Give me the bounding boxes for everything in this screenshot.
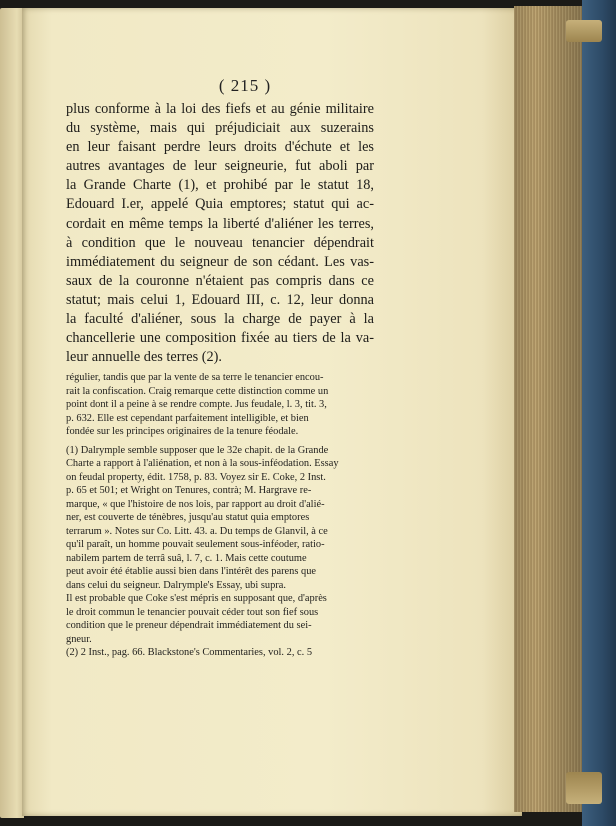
text-line: à condition que le nouveau tenancier dépendrait — [66, 234, 374, 251]
footnote-line: gneur. — [66, 633, 92, 645]
footnote-line: Charte a rapport à l'aliénation, et non à la sous-inféodation. Essay — [66, 458, 339, 469]
text-line: chancellerie une composition fixée au tiers de la va- — [66, 330, 374, 347]
footnote-line: p. 65 et 501; et Wright on Tenures, contrà; M. Hargrave re- — [66, 485, 312, 496]
text-line: du système, mais qui préjudiciait aux suzerains — [66, 120, 374, 137]
headband — [566, 20, 602, 42]
text-line: leur annuelle des terres (2). — [66, 349, 223, 366]
footnote-line: Il est probable que Coke s'est mépris en supposant que, d'après — [66, 593, 327, 604]
text-line: la Grande Charte (1), et prohibé par le statut 18, — [66, 177, 374, 194]
footnote-line: peut avoir été établie aussi bien dans l'intérêt des parens que — [66, 566, 317, 577]
text-line: immédiatement du seigneur de son cédant. Les vas- — [66, 253, 374, 270]
facing-page-edge — [0, 8, 24, 818]
page-block-shadow — [514, 6, 584, 812]
footnote-line: (2) 2 Inst., pag. 66. Blackstone's Commentaries, vol. 2, c. 5 — [66, 647, 313, 658]
text-line: Edouard I.er, appelé Quia emptores; statut qui ac- — [66, 196, 374, 213]
text-line: la faculté d'aliéner, sous la charge de payer à la — [66, 311, 374, 328]
footnote-line: le droit commun le tenancier pouvait céder tout son fief sous — [66, 606, 319, 618]
footnote-line: condition que le preneur dépendrait immédiatement du sei- — [66, 620, 312, 631]
text-line: plus conforme à la loi des fiefs et au génie militaire — [66, 101, 374, 117]
footnote-line: terrarum ». Notes sur Co. Litt. 43. a. Du temps de Glanvil, à ce — [66, 525, 328, 537]
footnote-line: p. 632. Elle est cependant parfaitement intelligible, et bien — [66, 412, 309, 424]
footnote-line: on feudal property, édit. 1758, p. 83. Voyez sir E. Coke, 2 Inst. — [66, 471, 326, 483]
footnote-line: dans celui du seigneur. Dalrymple's Essay, ubi supra. — [66, 579, 286, 591]
page-number: ( 215 ) — [218, 76, 272, 95]
footnotes — [66, 371, 372, 660]
footnote-line: rait la confiscation. Craig remarque cette distinction comme un — [66, 385, 329, 397]
footnote-line: qu'il paraît, un homme pouvait seulement sous-inféoder, ratio- — [66, 539, 325, 550]
tailband — [566, 772, 602, 804]
text-line: saux de la couronne n'étaient pas compris dans ce — [66, 272, 374, 289]
footnote-line: (1) Dalrymple semble supposer que le 32e chapit. de la Grande — [66, 444, 329, 456]
footnote-line: ner, est couverte de ténèbres, jusqu'au statut quia emptores — [66, 512, 310, 523]
footnote-line: régulier, tandis que par la vente de sa terre le tenancier encou- — [66, 372, 324, 383]
footnote-line: point dont il a peine à se rendre compte. Jus feudale, l. 3, tit. 3, — [66, 399, 327, 410]
text-line: statut; mais celui 1, Edouard III, c. 12, leur donna — [66, 291, 374, 308]
main-text — [66, 100, 374, 367]
text-line: autres avantages de leur seigneurie, fut aboli par — [66, 158, 374, 175]
text-line: en leur faisant perdre leurs droits d'échute et les — [66, 139, 374, 156]
book-cover — [582, 0, 616, 826]
footnote-line: fondée sur les principes originaires de la tenure féodale. — [66, 426, 299, 437]
footnote-line: nabilem partem de terrâ suâ, l. 7, c. 1. Mais cette coutume — [66, 552, 307, 564]
text-line: cordait en même temps la liberté d'aliéner les terres, — [66, 215, 374, 232]
footnote-line: marque, « que l'histoire de nos lois, par rapport au droit d'alié- — [66, 498, 325, 510]
